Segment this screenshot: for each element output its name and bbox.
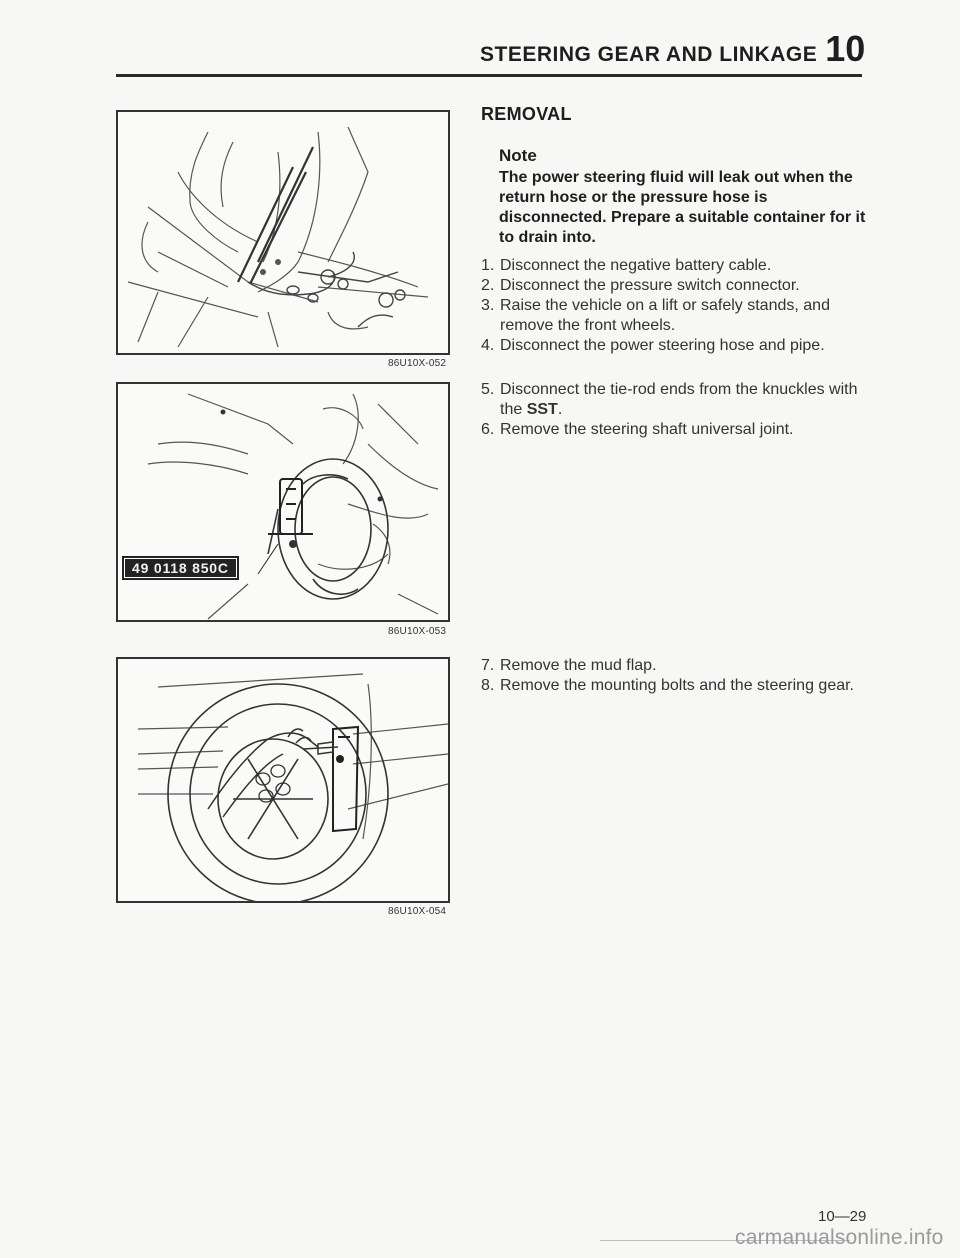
page-number: 10—29 xyxy=(818,1208,867,1225)
step-number: 7. xyxy=(481,657,495,674)
step-item xyxy=(481,296,871,336)
step-text: Remove the mud flap. xyxy=(500,657,657,674)
figure-code-052: 86U10X-052 xyxy=(388,358,447,369)
step-item xyxy=(481,256,871,276)
hose-connection-drawing xyxy=(118,112,448,353)
step-item xyxy=(481,676,871,696)
sst-tool-label: 49 0118 850C xyxy=(122,556,239,580)
steps-list-2 xyxy=(481,380,871,440)
steps-list-1 xyxy=(481,256,871,356)
step-number: 1. xyxy=(481,257,495,274)
page-header xyxy=(480,28,866,70)
step-item xyxy=(481,380,871,420)
step-item xyxy=(481,656,871,676)
note-text: The power steering fluid will leak out when the return hose or the pressure hose is disconnected. Prepare a suitable container for it to drain into. xyxy=(499,169,866,246)
figure-tie-rod-sst xyxy=(116,382,450,622)
header-rule xyxy=(116,74,862,77)
note-title: Note xyxy=(499,146,537,165)
mud-flap-drawing xyxy=(118,659,448,901)
step-number: 4. xyxy=(481,337,495,354)
steps-list-3 xyxy=(481,656,871,696)
step-number: 8. xyxy=(481,677,495,694)
step-number: 6. xyxy=(481,421,495,438)
step-text: Remove the mounting bolts and the steering gear. xyxy=(500,677,854,694)
figure-code-053: 86U10X-053 xyxy=(388,626,447,637)
chapter-number: 10 xyxy=(825,28,866,69)
step-number: 3. xyxy=(481,297,495,314)
step-text-end: . xyxy=(557,401,563,418)
step-number: 2. xyxy=(481,277,495,294)
step-item xyxy=(481,336,871,356)
step-number: 5. xyxy=(481,381,495,398)
chapter-title: STEERING GEAR AND LINKAGE xyxy=(480,43,818,66)
figure-mud-flap xyxy=(116,657,450,903)
step-text: Remove the steering shaft universal joint. xyxy=(500,421,794,438)
footer-watermark: carmanualsonline.info xyxy=(735,1226,944,1249)
section-heading-removal: REMOVAL xyxy=(481,104,572,124)
figure-hose-connections xyxy=(116,110,450,355)
step-text: Disconnect the tie-rod ends from the knuckles with the xyxy=(500,381,858,418)
sst-emphasis: SST xyxy=(526,401,558,418)
note-block xyxy=(499,146,869,248)
tie-rod-sst-drawing xyxy=(118,384,448,620)
step-text: Disconnect the negative battery cable. xyxy=(500,257,772,274)
figure-code-054: 86U10X-054 xyxy=(388,906,447,917)
step-text: Disconnect the pressure switch connector. xyxy=(500,277,800,294)
step-item xyxy=(481,420,871,440)
step-text: Raise the vehicle on a lift or safely stands, and remove the front wheels. xyxy=(500,297,830,334)
step-text: Disconnect the power steering hose and pipe. xyxy=(500,337,825,354)
step-item xyxy=(481,276,871,296)
